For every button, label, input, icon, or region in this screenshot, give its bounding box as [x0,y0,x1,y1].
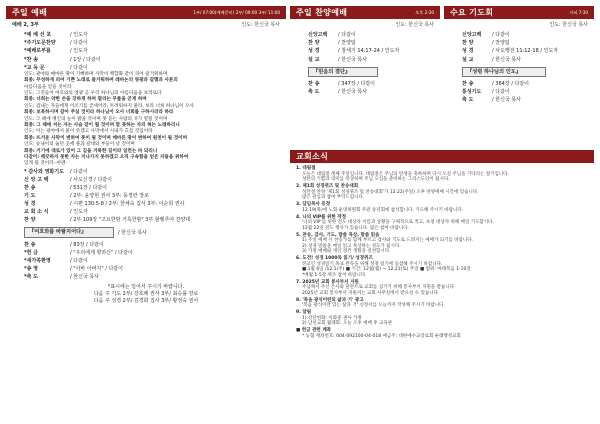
next-week-line: 다음 주 기도 2부/ 강호례 권사 3부/ 최승률 장로 [93,291,199,298]
news-item-body: '복음 광식이란 있는 삶과 기' 신청서를 오늘까지 작성해 주시기 바랍니다. [302,303,445,308]
reading-line: 회중: 뜨거운 사막이 변하여 못이 될 것이며 메마른 땅이 변하여 원천이 될 것이며 [24,135,188,141]
news-item [296,256,588,278]
news-item-title: 9. 알림 [296,310,312,315]
praise-order-row-label: 축 도 [308,89,320,96]
praise-worship-section [290,6,440,96]
order-row [6,257,286,265]
wednesday-prayer-section [444,6,594,104]
order-row-label: 성 경 [24,201,36,208]
order-row-value: / "우리에게 향하신" / 다같이 [70,250,133,257]
reading-line: 회중: 거기에 대로가 있어 그 길을 거룩한 길이라 일컫는 바 되리니 [24,148,158,154]
news-item [296,215,588,232]
news-item-title: 3. 담임목사 동정 [296,202,331,207]
order-row [6,273,286,281]
worship-preacher: 인도: 한신국 목사 [241,22,280,28]
praise-worship-time: 오후 2:30 [415,9,434,15]
wed-order-row [444,39,594,47]
news-item-body: 2) 성경 말씀을 매일 읽고 묵상하는 성도가 됩시다. [302,243,401,249]
order-row-value: / 다같이 [70,258,88,265]
order-row [6,31,286,39]
news-item-body: ■ 1월 6일 /12.1(주) ■ 기간: 12월(월) ~ 12.21(토) 주일 ■ 범위: 마태복음 1-10장 [302,267,471,272]
news-item-title: 4. 나의 VIP를 위한 작정 [296,214,346,220]
order-row-value: / 다같이 [70,64,88,71]
church-news-title: 교회소식 [296,151,329,161]
news-list [290,163,594,339]
worship-times: 1부/ 07:00(예배준비) 2부/ 09:00 3부/ 11:00 [193,9,280,15]
order-row-value: / 다같이 [70,40,88,47]
news-item-body: 오늘은 대림절 셋째 주일입니다. 대림절은 주님의 탄생을 축하하며 다시 오실 주님을 기다리는 절기입니다. [302,171,509,177]
news-item-body: 12.19(목)에 노회 운영위원회 주관 송년회에 참석합니다. 기도해 주시기 바랍니다. [302,207,464,213]
order-row [6,192,286,200]
wednesday-leader: 인도: 한신국 목사 [549,22,588,28]
next-week-line: 다음 주 성경 2부/ 김경화 집사 3부/ 황정숙 권사 [93,297,199,304]
news-item-title: 8. '복음 광식이란의 삶과 기' 광고 [296,297,364,303]
sermon-title: 『여호와를 바랄지어다』 [24,227,114,238]
order-row-label: 찬 양 [24,217,36,224]
order-row-value: / 2부 109장 "고요한밤 거룩한밤" 3부 할렐루야 찬양대 [70,217,191,224]
news-item-body: 1) 주일 예배 시 찬송가를 함께 부르고 감사와 기도로 드려지는 예배가 되기를 바랍니다. [302,238,474,243]
wednesday-sermon-title: 『성령 하나님의 인도』 [462,67,546,78]
news-item [296,328,588,339]
news-item-title: 2. 제1회 성경퀴즈 및 찬송대회 [296,184,359,189]
news-item-title: 5. 찬송, 감사, 기도, 말씀 묵상, 말씀 읽음 [296,232,380,238]
wednesday-time: 저녁 7:30 [569,9,588,15]
wed-order-row [444,31,594,39]
responsive-reading [6,72,286,168]
news-item-body: 3) 가정 예배와 개인 경건 생활을 실천합시다. [302,249,391,254]
praise-order-row-value: / 347장 / 다같이 [338,81,376,88]
reading-line: 회중: 무성하게 피어 기쁜 노래로 즐거워하며 레바논의 영광과 갈멜과 사론의 [24,78,178,84]
news-item-title: 1. 대림절 [296,166,316,171]
praise-worship-header [290,6,440,19]
next-week-list [6,291,286,304]
wed-order-row [444,88,594,96]
order-row-label: *예 배 선 포 [24,32,52,39]
standing-note: *표시에는 일어서 주시기 바랍니다. [107,284,185,291]
wed-order-row [444,96,594,104]
praise-order-row-label: 성 경 [308,48,320,55]
reading-line: 아름다움을 얻을 것이라 [24,84,72,90]
praise-order-row [290,47,440,55]
order-row-value: / 인도자 [70,32,88,39]
wed-order-row-label: 설 교 [462,56,474,63]
wednesday-header [444,6,594,19]
reading-line: 인도: 그 때에 맹인의 눈이 밝을 것이며 못 듣는 사람의 귀가 열릴 것이며 [24,116,168,122]
praise-sermon-title: 『믿음의 결단』 [308,67,378,78]
reading-line: 다같이: 깨끗하지 못한 자는 지나가지 못하겠고 오직 구속함을 얻은 자들을 위하여 [24,155,189,160]
praise-worship-title: 주일 찬양예배 [296,7,348,17]
order-row [6,249,286,257]
news-item [296,184,588,201]
order-row-label: 찬 송 [24,185,36,191]
news-item-body: 2025년 교회 봉사부서 지원서는 교회 사무실에서 받으실 수 있습니다. [302,290,440,296]
sunday-worship-header [6,6,286,19]
news-item-title: ■ 헌금 관련 계좌 [296,328,332,333]
order-row [6,56,286,64]
order-row-value: / 1장 / 다같이 [70,56,101,63]
order-row-label: 기 도 [24,193,36,200]
order-row [6,47,286,55]
order-row-label: *헌 금 [24,250,39,257]
news-item [296,280,588,297]
order-row-value: / 인도자 [70,209,88,216]
worship-subtitle: 예배 2, 3부 [12,22,39,28]
praise-order-row [290,80,440,88]
order-row [6,208,286,216]
order-row-label: *교 독 문 [24,64,45,71]
news-item-body: 전교인 성경읽기 목표 완독을 위해 성경 읽기에 동참해 주시기 바랍니다. [302,261,443,267]
order-row-value: / 인도자 [70,48,88,55]
order-row-label: *축 도 [24,274,39,281]
order-row-label: *예배로부름 [24,48,51,55]
praise-order-row-label: 신앙고백 [308,32,328,39]
praise-order-row-value: / 한신국 목사 [338,56,368,63]
wed-order-row-label: 찬 송 [462,81,474,88]
praise-order-row-value: / 찬양팀 [338,40,356,47]
order-row-label: 신 앙 고 백 [24,176,49,183]
sermon-preacher: / 한신국 목사 [118,229,148,236]
wednesday-title: 수요 기도회 [450,7,494,17]
reading-line: 있게 될 것이라 -아멘- [24,161,68,167]
order-row-label: *찬 송 [24,56,39,63]
news-item-title: 6. 도전! 성경 1000독 읽기/ 성경퀴즈 [296,256,373,261]
wed-order-row-value: / 한신국 목사 [492,97,522,104]
order-row [6,64,286,72]
wed-order-row-label: 통성기도 [462,89,482,96]
reading-line: 회중: 보복하시며 갚아 주실 것이라 하나님이 오사 너희를 구하시리라 하라 [24,110,174,116]
order-row-value: / 시편 130:5-8 / 2부: 한체숙 집사 3부: 이순희 권사 [70,201,185,208]
wed-order-row-value: / 다같이 [492,89,510,96]
order-row-value: / "아바 아버지" / 다같이 [70,266,123,273]
praise-order-row-value: / 창세기 14:17-24 / 인도자 [338,48,400,55]
praise-order-row [290,31,440,39]
news-item-body: 많은 관심과 참여 부탁드립니다. [302,195,365,200]
news-item [296,310,588,327]
praise-order-row [290,56,440,64]
wed-order-row-value: / 다같이 [492,32,510,39]
reading-line: 인도: 광야와 메마른 땅이 기뻐하며 사막이 백합화 같이 피어 즐거워하며 [24,71,168,77]
wed-order-row [444,47,594,55]
order-row-label: 찬 송 [24,241,36,248]
praise-order-row-label: 찬 양 [308,40,320,47]
news-item-body: '나의 VIP'를 위한 전도 대상자 이름과 상황을 구체적으로 적고, 초청 대상자 위해 매일 기도합시다. [302,220,494,225]
order-row-value: / 83장 / 다같이 [70,241,104,248]
news-item-body: 성탄절 찬양 '제1회 성경퀴즈 및 찬송대회'가 12.22(주일) 오후 찬양예배 시간에 있습니다. [302,189,479,195]
news-item-body: 1) 강단헌화: 이화중 권사 가정 [302,315,362,321]
praise-order-row [290,39,440,47]
order-row-value: / 한신국 목사 [70,274,100,281]
news-item [296,298,588,309]
reading-line: 인도: 승냥이의 눕던 곳에 풀과 갈대와 부들이 날 것이며 [24,142,135,148]
wed-order-row-label: 성 경 [462,48,474,55]
sunday-worship-section [6,6,286,304]
order-row [6,241,286,249]
church-news-header [290,150,594,163]
praise-subheader [290,19,440,31]
order-row [6,184,286,192]
news-item-body: 2) 남선교회 월례회: 오늘 오후 예배 후 교육관 [302,321,393,326]
church-news-section [290,150,594,341]
order-row-value: / 2부: 윤양현 권사 3부: 동정란 장로 [70,193,149,200]
wed-order-row-value: / 찬양팀 [492,40,510,47]
praise-order-row-value: / 한신국 목사 [338,89,368,96]
sermon-row [6,224,286,241]
order-row-value: / 사도신경 / 다같이 [70,176,112,183]
reading-line: 회중: 너희는 약한 손을 강하게 하며 떨리는 무릎을 굳게 하며 [24,97,147,103]
praise-order-row-label: 찬 송 [308,81,320,88]
wed-order-row-label: 신앙고백 [462,32,482,39]
wed-order-row-label: 축 도 [462,97,474,104]
wednesday-subheader [444,19,594,31]
order-row-value: / 531장 / 다같이 [70,185,108,191]
reading-line: 회중: 그 때에 저는 자는 사슴 같이 뛸 것이며 말 못하는 자의 혀는 노래하리니 [24,122,180,128]
sunday-worship-title: 주일 예배 [12,7,48,17]
order-row [6,216,286,224]
order-row [6,200,286,208]
news-item-body: * 농협 계좌번호: 004-092100-04-018 예금주: 대한예수교장로회 순례행성교회 [302,333,461,339]
praise-order-row-label: 설 교 [308,56,320,63]
order-row-value: / 다같이 [70,168,88,175]
order-row [6,168,286,176]
order-row [6,176,286,184]
news-item-body: 주님께서 주신 은사와 달란트로 교회를 섬기기 위해 봉사부서 지원을 받습니다. [302,285,456,290]
news-item [296,233,588,255]
praise-order-row [290,88,440,96]
news-item-title: 7. 2025년 교회 봉사부서 지원 [296,279,359,285]
wed-order-row-value: / 384장 / 다같이 [492,81,530,88]
order-row-label: * 감사와 영화기도 [24,168,64,175]
wed-order-row-value: / 사도행전 11:12-18 / 인도자 [492,48,559,55]
order-row-label: *송 영 [24,266,39,273]
wed-order-row [444,56,594,64]
worship-subheader [6,19,286,31]
news-item-body: 성탄의 기쁨과 의미를 묵상하며 주님 오심을 준비하는 그리스도인이 됩시다. [302,177,450,182]
news-item-body: 12월 22일 전도 행사가 있습니다. 많은 참여 바랍니다. [302,225,409,231]
praise-order-row-value: / 다같이 [338,32,356,39]
wed-order-row-value: / 한신국 목사 [492,56,522,63]
order-row-label: 교 회 소 식 [24,209,49,216]
order-row-label: *주기도문찬양 [24,40,56,47]
reading-line: 인도: 겁내는 자들에게 이르기를 굳세어라, 두려워하지 말라, 보라 너희 하나님이 오사 [24,103,194,109]
news-item [296,202,588,213]
order-row [6,265,286,273]
news-item [296,166,588,183]
wed-order-row [444,80,594,88]
order-row [6,39,286,47]
reading-line: 인도: 이는 광야에서 물이 솟겠고 사막에서 시내가 흐를 것임이라 [24,129,153,135]
reading-line: 인도: 그것들이 여호와의 영광 곧 우리 하나님의 아름다움을 보리로다 [24,90,162,96]
order-row-label: *새가족환영 [24,258,51,265]
news-item-body: *매월 1-5장 퀴즈 참여 바랍니다. [302,272,367,278]
wed-order-row-label: 찬 양 [462,40,474,47]
praise-leader: 인도: 한신국 목사 [395,22,434,28]
